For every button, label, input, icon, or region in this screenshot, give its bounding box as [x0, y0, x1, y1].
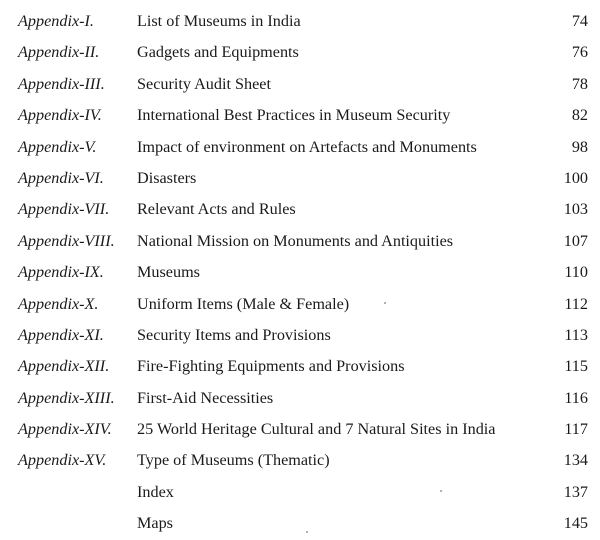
toc-title: Impact of environment on Artefacts and Monuments [137, 137, 477, 156]
toc-label: Appendix-XI. [18, 325, 104, 344]
toc-row-appendix-i [0, 6, 600, 37]
toc-title: List of Museums in India [137, 12, 301, 30]
toc-title: Gadgets and Equipments [137, 43, 299, 62]
toc-row-appendix-v [0, 132, 600, 163]
toc-label: Appendix-VIII. [18, 231, 115, 250]
toc-page-number: 82 [571, 106, 588, 125]
scan-speck [440, 490, 442, 492]
toc-label: Appendix-II. [18, 43, 100, 62]
toc-title: Index [137, 482, 174, 501]
toc-label: Appendix-III. [18, 74, 105, 93]
toc-title: Uniform Items (Male & Female) [137, 294, 350, 313]
toc-row-maps [0, 508, 600, 539]
toc-page-number: 103 [563, 200, 588, 219]
toc-label: Appendix-I. [18, 12, 94, 30]
toc-row-appendix-xv [0, 445, 600, 476]
toc-title: First-Aid Necessities [137, 388, 274, 407]
toc-row-appendix-iv [0, 100, 600, 131]
toc-page-number: 134 [563, 451, 588, 470]
toc-page-number: 145 [563, 514, 588, 533]
toc-page-number: 116 [564, 388, 588, 407]
toc-label: Appendix-XV. [18, 451, 107, 470]
toc-page-number: 107 [563, 231, 588, 250]
toc-row-appendix-xiii [0, 383, 600, 414]
toc-page-number: 137 [563, 482, 588, 501]
toc-title: International Best Practices in Museum Security [137, 106, 451, 125]
toc-label: Appendix-VII. [18, 200, 110, 219]
toc-page-number: 100 [563, 168, 588, 187]
toc-label: Appendix-IV. [18, 106, 102, 125]
toc-row-appendix-vi [0, 163, 600, 194]
toc-label: Appendix-IX. [18, 263, 104, 282]
toc-page-number: 112 [564, 294, 588, 313]
toc-page-number: 98 [571, 137, 588, 156]
toc-label: Appendix-XII. [18, 357, 110, 376]
toc-row-appendix-xiv [0, 414, 600, 445]
toc-title: Museums [137, 263, 200, 282]
toc-title: Security Items and Provisions [137, 325, 331, 344]
scan-speck [384, 302, 386, 304]
toc-page-number: 76 [571, 43, 588, 62]
toc-title: 25 World Heritage Cultural and 7 Natural Sites in India [137, 420, 496, 439]
toc-row-appendix-xii [0, 351, 600, 382]
toc-page-number: 113 [564, 325, 588, 344]
toc-row-index [0, 477, 600, 508]
toc-row-appendix-ix [0, 257, 600, 288]
toc-row-appendix-xi [0, 320, 600, 351]
toc-label: Appendix-X. [18, 294, 99, 313]
toc-page-number: 117 [564, 420, 588, 439]
toc-label: Appendix-XIII. [18, 388, 115, 407]
toc-label: Appendix-XIV. [18, 420, 112, 439]
toc-title: Disasters [137, 168, 197, 187]
toc-title: Relevant Acts and Rules [137, 200, 296, 219]
toc-label: Appendix-VI. [18, 168, 104, 187]
table-of-contents [0, 6, 600, 540]
toc-row-appendix-vii [0, 194, 600, 225]
toc-page-number: 115 [564, 357, 588, 376]
toc-title: Type of Museums (Thematic) [137, 451, 330, 470]
toc-page-number: 110 [564, 263, 588, 282]
toc-page-number: 74 [571, 12, 588, 30]
toc-row-appendix-x [0, 289, 600, 320]
scan-speck [306, 531, 308, 533]
toc-label: Appendix-V. [18, 137, 97, 156]
toc-row-appendix-iii [0, 69, 600, 100]
toc-title: Maps [137, 514, 173, 533]
toc-page-number: 78 [571, 74, 588, 93]
toc-row-appendix-viii [0, 226, 600, 257]
toc-row-appendix-ii [0, 37, 600, 68]
toc-title: Fire-Fighting Equipments and Provisions [137, 357, 405, 376]
toc-title: Security Audit Sheet [137, 74, 271, 93]
toc-title: National Mission on Monuments and Antiquities [137, 231, 454, 250]
